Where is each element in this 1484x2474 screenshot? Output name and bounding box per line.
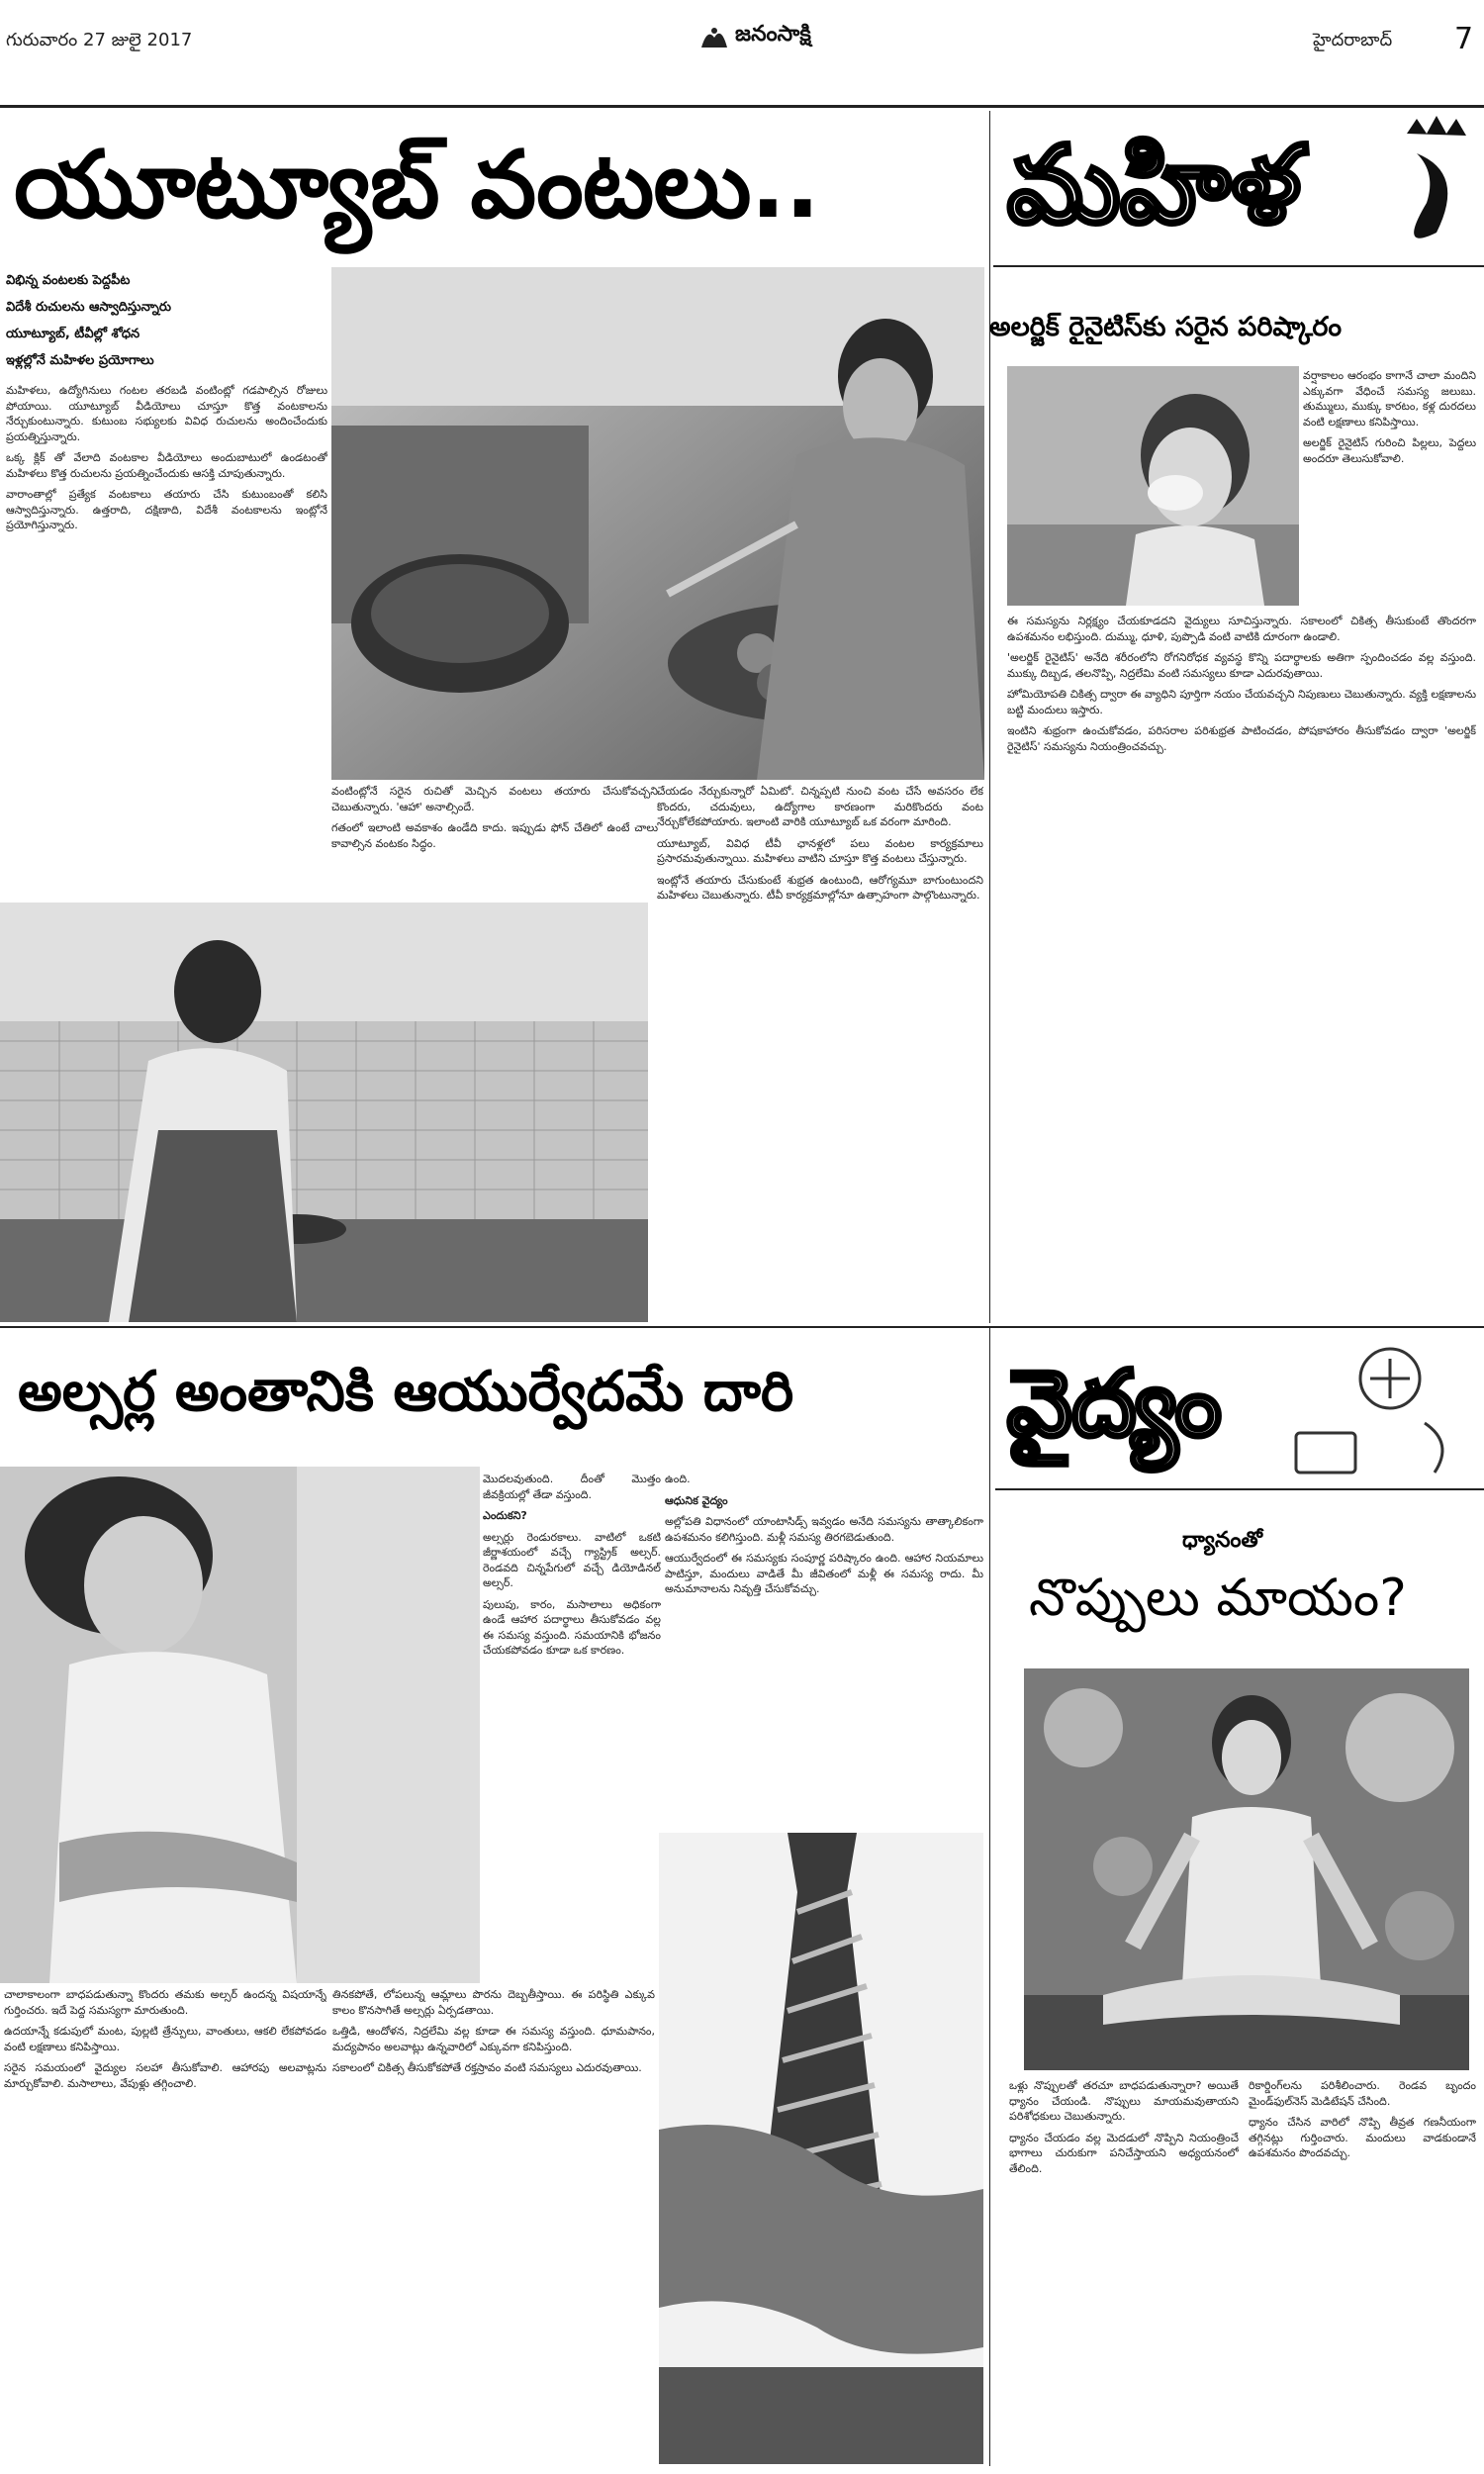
ulcer-headline: అల్సర్ల అంతానికి ఆయుర్వేదమే దారి bbox=[18, 1360, 794, 1424]
meditation-col2-p1: రికార్డింగ్‌లను పరిశీలించారు. రెండవ బృందం మైండ్‌ఫుల్‌నెస్ మెడిటేషన్ చేసింది. bbox=[1249, 2079, 1476, 2108]
masthead-city: హైదరాబాద్ bbox=[1313, 30, 1393, 50]
youtube-col3-p3: ఇంట్లోనే తయారు చేసుకుంటే శుభ్రత ఉంటుంది, ఆరోగ్యమూ బాగుంటుందని మహిళలు చెబుతున్నారు. టీవీ కార్యక్రమాల్లోనూ ఉత్సాహంగా పాల్గొంటున్నారు. bbox=[657, 873, 983, 902]
meditation-col1-p1: ఒళ్లు నొప్పులతో తరచూ బాధపడుతున్నారా? అయితే ధ్యానం చేయండి. నొప్పులు మాయమవుతాయని పరిశోధకులు చెబుతున్నారు. bbox=[1009, 2079, 1239, 2123]
meditation-col1-p2: ధ్యానం చేయడం వల్ల మెదడులో నొప్పిని నియంత్రించే భాగాలు చురుకుగా పనిచేస్తాయని అధ్యయనంలో తేలింది. bbox=[1009, 2131, 1239, 2175]
ulcer-midb-p2: ఒత్తిడి, ఆందోళన, నిద్రలేమి వల్ల కూడా ఈ సమస్య వస్తుంది. ధూమపానం, మద్యపానం అలవాట్లు ఉన్నవారిలో ఎక్కువగా కనిపిస్తుంది. bbox=[332, 2025, 655, 2053]
allergy-main-p3: హోమియోపతి చికిత్స ద్వారా ఈ వ్యాధిని పూర్తిగా నయం చేయవచ్చని నిపుణులు చెబుతున్నారు. వ్యక్తి లక్షణాలను బట్టి మందులు ఇస్తారు. bbox=[1007, 688, 1476, 716]
youtube-col1-p2: ఒక్క క్లిక్ తో వేలాది వంటకాల వీడియోలు అందుబాటులో ఉండటంతో మహిళలు కొత్త రుచులను ప్రయత్నించేందుకు ఆసక్తి చూపుతున్నారు. bbox=[6, 451, 327, 480]
ulcer-right-p1: మొదలవుతుంది. దీంతో మొత్తం జీవక్రియల్లో తేడా వస్తుంది. bbox=[483, 1473, 661, 1501]
youtube-col3 bbox=[657, 784, 983, 1320]
youtube-headline: యూట్యూబ్ వంటలు.. bbox=[14, 132, 819, 239]
mahila-banner bbox=[1001, 114, 1476, 260]
vertical-divider-bottom bbox=[989, 1328, 990, 2466]
masthead-logo bbox=[699, 22, 811, 51]
masthead-divider bbox=[0, 105, 1484, 108]
youtube-col2 bbox=[331, 784, 658, 899]
ulcer-mid-col bbox=[665, 1472, 983, 1828]
youtube-bullets bbox=[6, 267, 332, 374]
meditation-col2-p2: ధ్యానం చేసిన వారిలో నొప్పి తీవ్రత గణనీయంగా తగ్గినట్లు గుర్తించారు. మందులు వాడకుండానే ఉపశమనం పొందవచ్చు. bbox=[1249, 2116, 1476, 2159]
mahila-banner-text: మహిళ bbox=[1007, 124, 1301, 247]
allergy-side-p2: అలర్జిక్ రైనైటిస్ గురించి పిల్లలు, పెద్దలు అందరూ తెలుసుకోవాలి. bbox=[1303, 436, 1476, 465]
horizontal-divider-middle bbox=[0, 1326, 1484, 1328]
ulcer-mid-p3: ఆయుర్వేదంలో ఈ సమస్యకు సంపూర్ణ పరిష్కారం ఉంది. ఆహార నియమాలు పాటిస్తూ, మందులు వాడితే మీ జీవితంలో మళ్లీ ఈ సమస్య రాదు. మీ అనుమానాలను నివృత్తి చేసుకోవచ్చు. bbox=[665, 1552, 983, 1595]
page-number: 7 bbox=[1454, 22, 1474, 56]
allergy-main-text bbox=[1007, 614, 1476, 1320]
masthead-date: గురువారం 27 జులై 2017 bbox=[6, 30, 193, 50]
ulcer-right-p3: పులుపు, కారం, మసాలాలు అధికంగా ఉండే ఆహార పదార్థాలు తీసుకోవడం వల్ల ఈ సమస్య వస్తుంది. సమయానికి భోజనం చేయకపోవడం కూడా ఒక కారణం. bbox=[483, 1597, 661, 1657]
ulcer-left-p3: సరైన సమయంలో వైద్యుల సలహా తీసుకోవాలి. ఆహారపు అలవాట్లను మార్చుకోవాలి. మసాలాలు, వేపుళ్లు తగ్గించాలి. bbox=[4, 2061, 326, 2090]
ulcer-midb-p3: సకాలంలో చికిత్స తీసుకోకపోతే రక్తస్రావం వంటి సమస్యలు ఎదురవుతాయి. bbox=[332, 2061, 642, 2074]
logo-icon bbox=[699, 24, 729, 49]
allergy-main-p4: ఇంటిని శుభ్రంగా ఉంచుకోవడం, పరిసరాల పరిశుభ్రత పాటించడం, పోషకాహారం తీసుకోవడం ద్వారా 'అలర్జిక్ రైనైటిస్' సమస్యను నియంత్రించవచ్చు. bbox=[1007, 724, 1476, 753]
kitchen-photo bbox=[0, 903, 648, 1322]
youtube-col2-p1: వంటింట్లోనే సరైన రుచితో మెచ్చిన వంటలు తయారు చేసుకోవచ్చని చెబుతున్నారు. 'ఆహా' అనాల్సిందే. bbox=[331, 785, 658, 813]
ulcer-midb-p1: తినకపోతే, లోపలున్న ఆమ్లాలు పొరను దెబ్బతీస్తాయి. ఈ పరిస్థితి ఎక్కువ కాలం కొనసాగితే అల్సర్లు ఏర్పడతాయి. bbox=[332, 1988, 655, 2017]
stomach-pain-man-photo bbox=[659, 1833, 983, 2464]
bullet-3: యూట్యూబ్, టీవీల్లో శోధన bbox=[6, 327, 140, 341]
sneezing-photo bbox=[1007, 366, 1299, 606]
ulcer-mid-bottom bbox=[332, 1793, 655, 2464]
ulcer-right-p2: అల్సర్లు రెండురకాలు. వాటిలో ఒకటి జీర్ణాశయంలో వచ్చే గ్యాస్ట్రిక్ అల్సర్. రెండవది చిన్నపేగులో వచ్చే డియోడినల్ అల్సర్. bbox=[483, 1530, 661, 1589]
youtube-col1-p3: వారాంతాల్లో ప్రత్యేక వంటకాలు తయారు చేసి కుటుంబంతో కలిసి ఆస్వాదిస్తున్నారు. ఉత్తరాది, దక్షిణాది, విదేశీ వంటకాలను ఇంట్లోనే ప్రయోగిస్తున్నారు. bbox=[6, 488, 327, 531]
meditation-photo bbox=[1024, 1668, 1469, 2070]
cooking-photo bbox=[331, 267, 984, 780]
meditation-kicker: ధ్యానంతో bbox=[1182, 1528, 1263, 1553]
ulcer-left-bottom bbox=[4, 1987, 326, 2464]
allergy-headline: అలర్జిక్ రైనైటిస్‌కు సరైన పరిష్కారం bbox=[989, 312, 1343, 342]
ulcer-mid-p1: ఉంది. bbox=[665, 1473, 691, 1485]
meditation-headline: నొప్పులు మాయం? bbox=[1029, 1569, 1407, 1628]
ulcer-left-p1: చాలాకాలంగా బాధపడుతున్నా కొందరు తమకు అల్సర్ ఉందన్న విషయాన్నే గుర్తించరు. ఇదే పెద్ద సమస్యగా మారుతుంది. bbox=[4, 1988, 326, 2017]
logo-text: జనంసాక్షి bbox=[735, 22, 811, 47]
vaidyam-banner-text: వైద్యం bbox=[1007, 1351, 1222, 1457]
allergy-side-text bbox=[1303, 368, 1476, 606]
youtube-col3-p1: చేయడం నేర్చుకున్నారో ఏమిటో. చిన్నప్పటి నుంచి వంట చేసే అవసరం లేక కొందరు, చదువులు, ఉద్యోగాల కారణంగా మరికొందరు వంట నేర్చుకోలేకపోయారు. ఇలాంటి వారికి యూట్యూబ్ ఒక వరంగా మారింది. bbox=[657, 785, 983, 828]
bullet-1: విభిన్న వంటలకు పెద్దపీట bbox=[6, 273, 131, 288]
masthead bbox=[0, 0, 1484, 107]
allergy-side-p1: వర్షాకాలం ఆరంభం కాగానే చాలా మందిని ఎక్కువగా వేధించే సమస్య జలుబు. తుమ్ములు, ముక్కు కారటం, కళ్ల దురదలు వంటి లక్షణాలు కనిపిస్తాయి. bbox=[1303, 369, 1476, 428]
bullet-2: విదేశీ రుచులను ఆస్వాదిస్తున్నారు bbox=[6, 300, 172, 315]
vaidyam-divider bbox=[995, 1488, 1484, 1490]
vaidyam-banner bbox=[999, 1334, 1476, 1484]
ulcer-subhead-why: ఎందుకని? bbox=[483, 1509, 527, 1522]
meditation-col2 bbox=[1249, 2078, 1476, 2462]
vertical-divider-top bbox=[989, 111, 990, 1323]
youtube-col1-p1: మహిళలు, ఉద్యోగినులు గంటల తరబడి వంటింట్లో గడపాల్సిన రోజులు పోయాయి. యూట్యూబ్ వీడియోలు చూస్తూ కొత్త వంటకాలను నేర్చుకుంటున్నారు. కుటుంబ సభ్యులకు వివిధ రుచులను అందించేందుకు ప్రయత్నిస్తున్నారు. bbox=[6, 384, 327, 443]
ulcer-subhead-modern: ఆధునిక వైద్యం bbox=[665, 1493, 728, 1507]
meditation-col1 bbox=[1009, 2078, 1239, 2462]
youtube-col1 bbox=[6, 383, 327, 898]
youtube-col3-p2: యూట్యూబ్, వివిధ టీవీ ఛానళ్లలో పలు వంటల కార్యక్రమాలు ప్రసారమవుతున్నాయి. మహిళలు వాటిని చూస్తూ కొత్త వంటలు చేస్తున్నారు. bbox=[657, 836, 983, 865]
ulcer-left-p2: ఉదయాన్నే కడుపులో మంట, పుల్లటి త్రేన్పులు, వాంతులు, ఆకలి లేకపోవడం వంటి లక్షణాలు కనిపిస్తాయి. bbox=[4, 2025, 326, 2053]
ulcer-mid-p2: అల్లోపతి విధానంలో యాంటాసిడ్స్ ఇవ్వడం అనేది సమస్యను తాత్కాలికంగా ఉపశమనం కలిగిస్తుంది. మళ్లీ సమస్య తిరగబెడుతుంది. bbox=[665, 1515, 983, 1544]
bullet-4: ఇళ్లల్లోనే మహిళల ప్రయోగాలు bbox=[6, 353, 154, 368]
youtube-col2-p2: గతంలో ఇలాంటి అవకాశం ఉండేది కాదు. ఇప్పుడు ఫోన్ చేతిలో ఉంటే చాలు కావాల్సిన వంటకం సిద్ధం. bbox=[331, 821, 658, 850]
allergy-main-p1: ఈ సమస్యను నిర్లక్ష్యం చేయకూడదని వైద్యులు సూచిస్తున్నారు. సకాలంలో చికిత్స తీసుకుంటే తొందరగా ఉపశమనం లభిస్తుంది. దుమ్ము, ధూళి, పుప్పొడి వంటి వాటికి దూరంగా ఉండాలి. bbox=[1007, 615, 1476, 643]
mahila-divider bbox=[993, 265, 1484, 267]
allergy-main-p2: 'అలర్జిక్ రైనైటిస్' అనేది శరీరంలోని రోగనిరోధక వ్యవస్థ కొన్ని పదార్థాలకు అతిగా స్పందించడం వల్ల వస్తుంది. ముక్కు దిబ్బడ, తలనొప్పి, నిద్రలేమి వంటి సమస్యలు కూడా ఎదురవుతాయి. bbox=[1007, 651, 1476, 680]
